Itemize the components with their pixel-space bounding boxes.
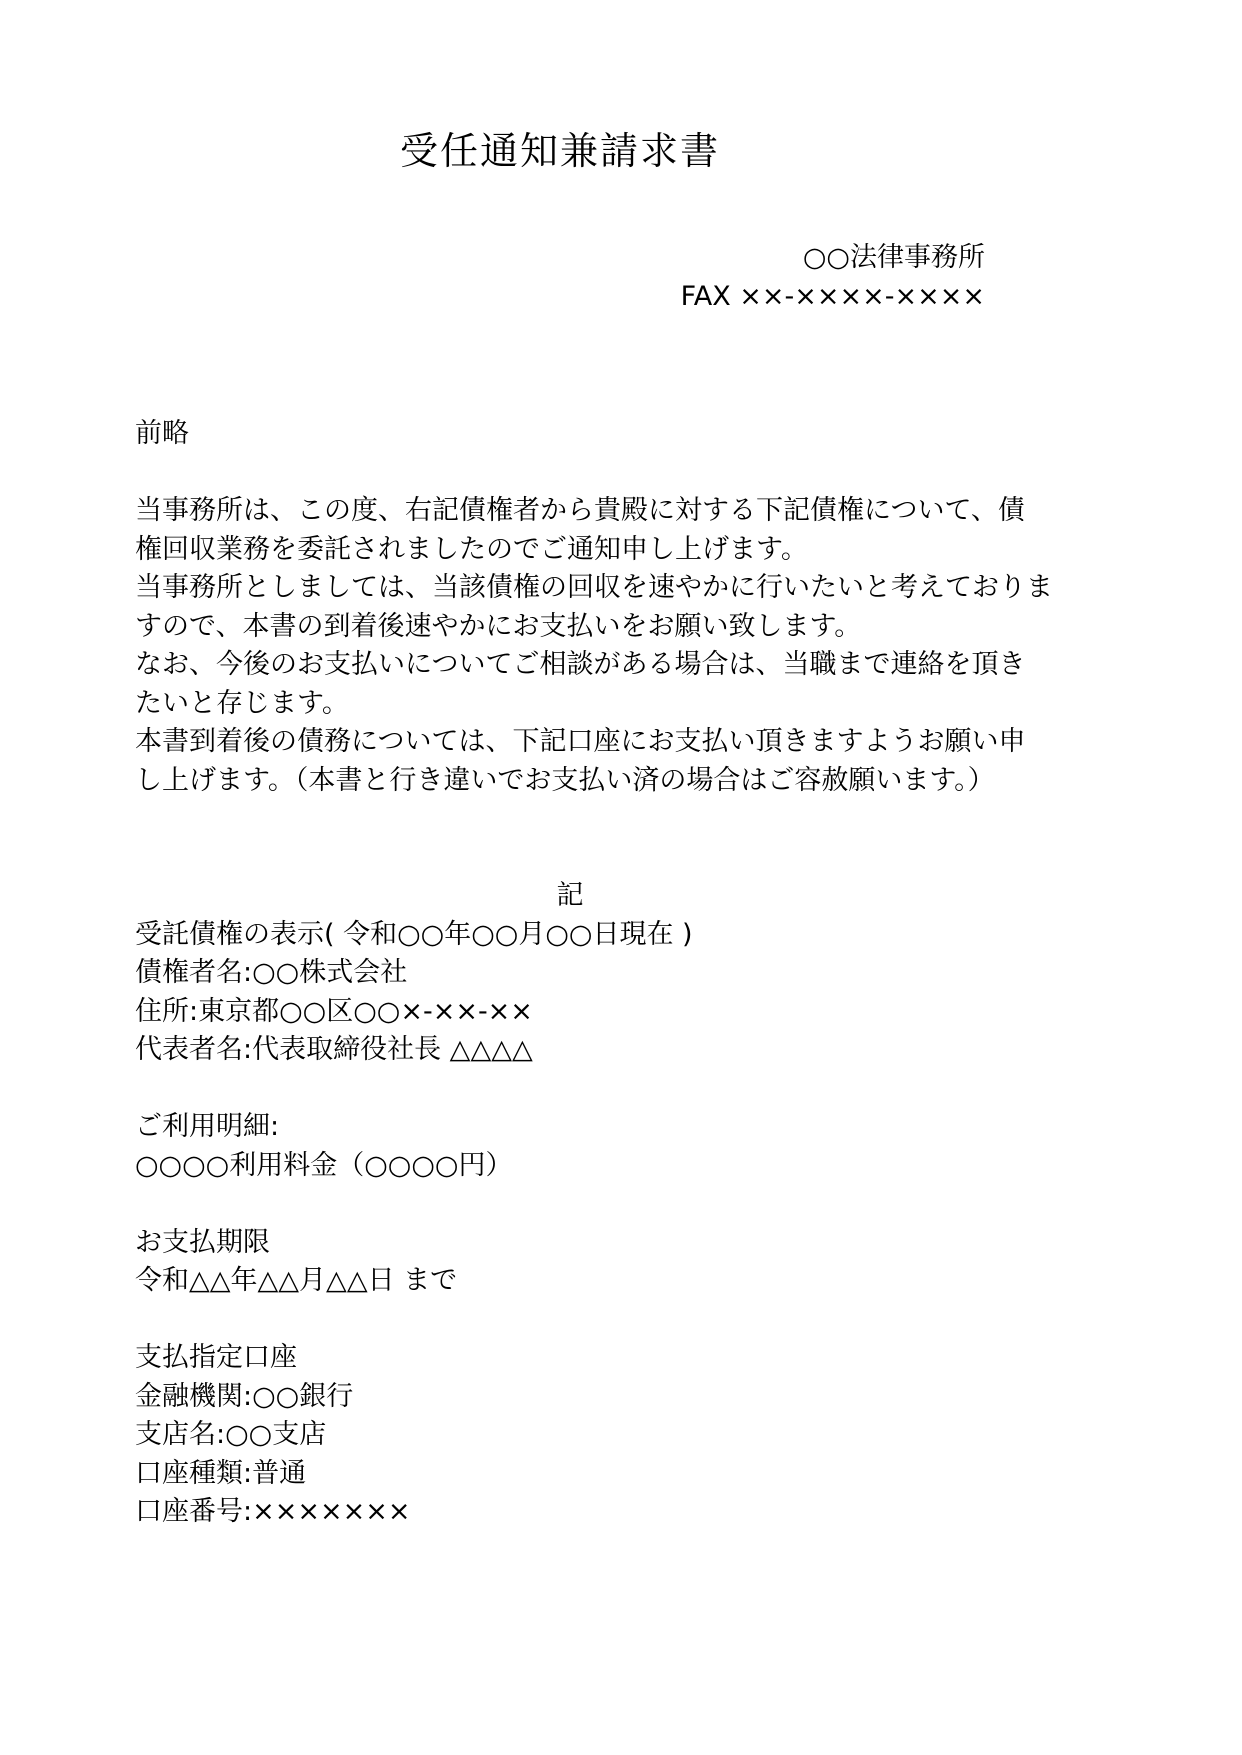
spacer: [135, 454, 1005, 493]
account-branch: 支店名:○○支店: [135, 1419, 327, 1450]
body-line: たいと存じます。: [135, 687, 349, 719]
body-line: なお、今後のお支払いについてご相談がある場合は、当職まで連絡を頂き: [135, 649, 1026, 680]
body-line: すので、本書の到着後速やかにお支払いをお願い致します。: [135, 610, 862, 642]
spacer: [135, 839, 1005, 878]
account-number: 口座番号:×××××××: [135, 1496, 411, 1527]
claim-heading: 受託債権の表示( 令和○○年○○月○○日現在 ): [135, 918, 693, 950]
account-bank: 金融機関:○○銀行: [135, 1380, 354, 1412]
body-line: 本書到着後の債務については、下記口座にお支払い頂きますようお願い申: [135, 726, 1026, 757]
document-title: 受任通知兼請求書: [399, 129, 720, 173]
letter-body: [135, 415, 1053, 1532]
body-line: 権回収業務を委託されましたのでご通知申し上げます。: [135, 533, 808, 565]
claim-creditor-name: 債権者名:○○株式会社: [135, 957, 408, 988]
section-marker: 記: [556, 880, 584, 911]
sender-office-name: ○○法律事務所: [802, 242, 985, 273]
claim-representative: 代表者名:代表取締役社長 △△△△: [135, 1034, 533, 1065]
spacer: [135, 1185, 1005, 1224]
deadline-heading: お支払期限: [135, 1226, 270, 1258]
account-type: 口座種類:普通: [135, 1457, 307, 1489]
usage-detail: ○○○○利用料金（○○○○円）: [135, 1149, 513, 1181]
claim-creditor-address: 住所:東京都○○区○○×-××-××: [135, 995, 533, 1027]
spacer: [135, 800, 1005, 839]
body-line: 当事務所としましては、当該債権の回収を速やかに行いたいと考えておりま: [135, 572, 1053, 603]
usage-heading: ご利用明細:: [135, 1111, 280, 1142]
body-line: し上げます。（本書と行き違いでお支払い済の場合はご容赦願います。）: [135, 764, 995, 796]
greeting: 前略: [135, 418, 189, 449]
sender-block: [135, 239, 985, 316]
body-line: 当事務所は、この度、右記債権者から貴殿に対する下記債権について、債: [135, 495, 1025, 526]
spacer: [135, 1301, 1005, 1340]
spacer: [135, 1070, 1005, 1109]
deadline-date: 令和△△年△△月△△日 まで: [135, 1265, 458, 1296]
sender-fax-number: FAX ××-××××-××××: [680, 280, 985, 312]
account-heading: 支払指定口座: [135, 1342, 297, 1373]
